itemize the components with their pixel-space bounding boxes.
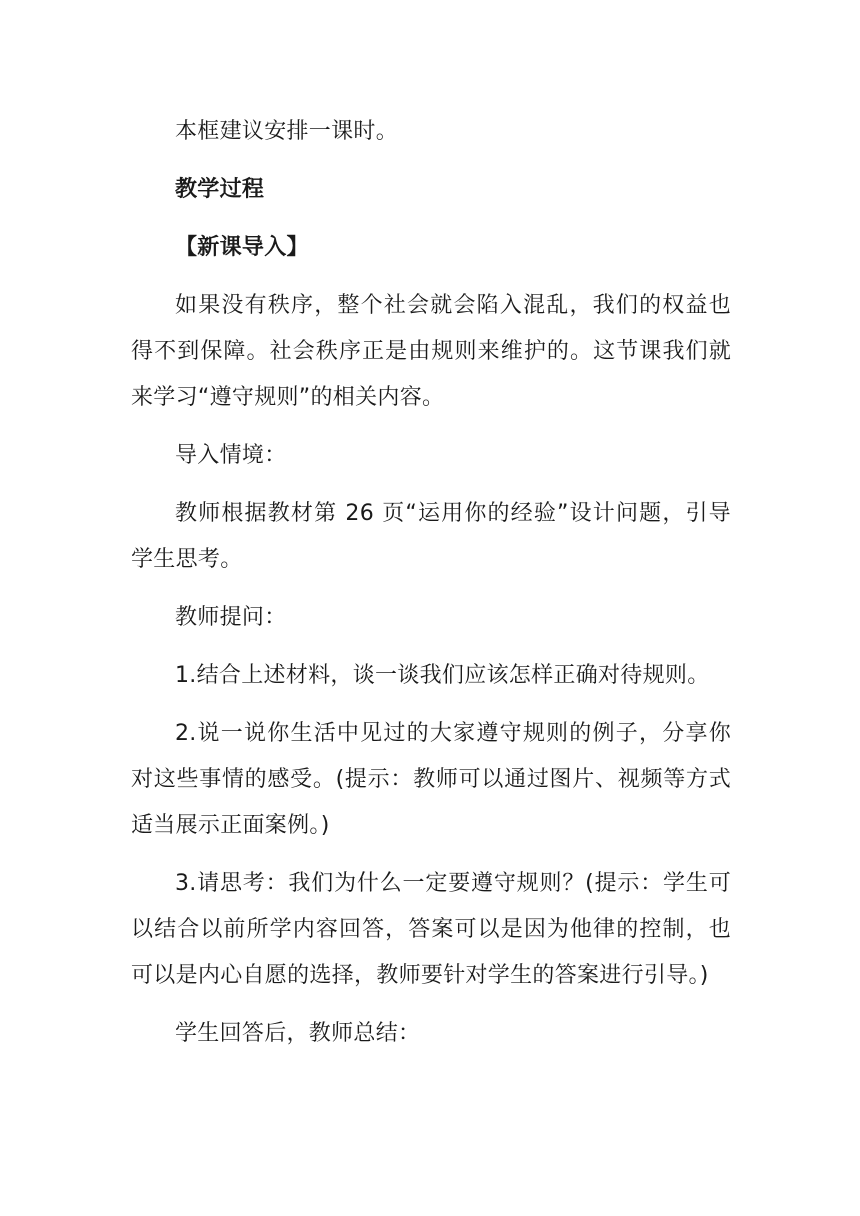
document-body — [131, 109, 731, 1057]
question-1: 1.结合上述材料，谈一谈我们应该怎样正确对待规则。 — [175, 663, 710, 688]
question-label: 教师提问： — [175, 605, 287, 630]
section-heading: 教学过程 — [175, 177, 265, 202]
question-2: 2.说一说你生活中见过的大家遵守规则的例子，分享你对这些事情的感受。(提示：教师可以通过图片、视频等方式适当展示正面案例。) — [131, 721, 731, 838]
question-3: 3.请思考：我们为什么一定要遵守规则？(提示：学生可以结合以前所学内容回答，答案可以是因为他律的控制，也可以是内心自愿的选择，教师要针对学生的答案进行引导。) — [131, 871, 731, 988]
summary-label: 学生回答后，教师总结： — [175, 1021, 421, 1046]
scenario-label: 导入情境： — [175, 443, 287, 468]
scenario-paragraph: 教师根据教材第 26 页“运用你的经验”设计问题，引导学生思考。 — [131, 501, 731, 572]
intro-note: 本框建议安排一课时。 — [175, 119, 399, 144]
subsection-heading: 【新课导入】 — [175, 235, 309, 260]
lead-in-paragraph: 如果没有秩序，整个社会就会陷入混乱，我们的权益也得不到保障。社会秩序正是由规则来维护的。这节课我们就来学习“遵守规则”的相关内容。 — [131, 293, 731, 410]
